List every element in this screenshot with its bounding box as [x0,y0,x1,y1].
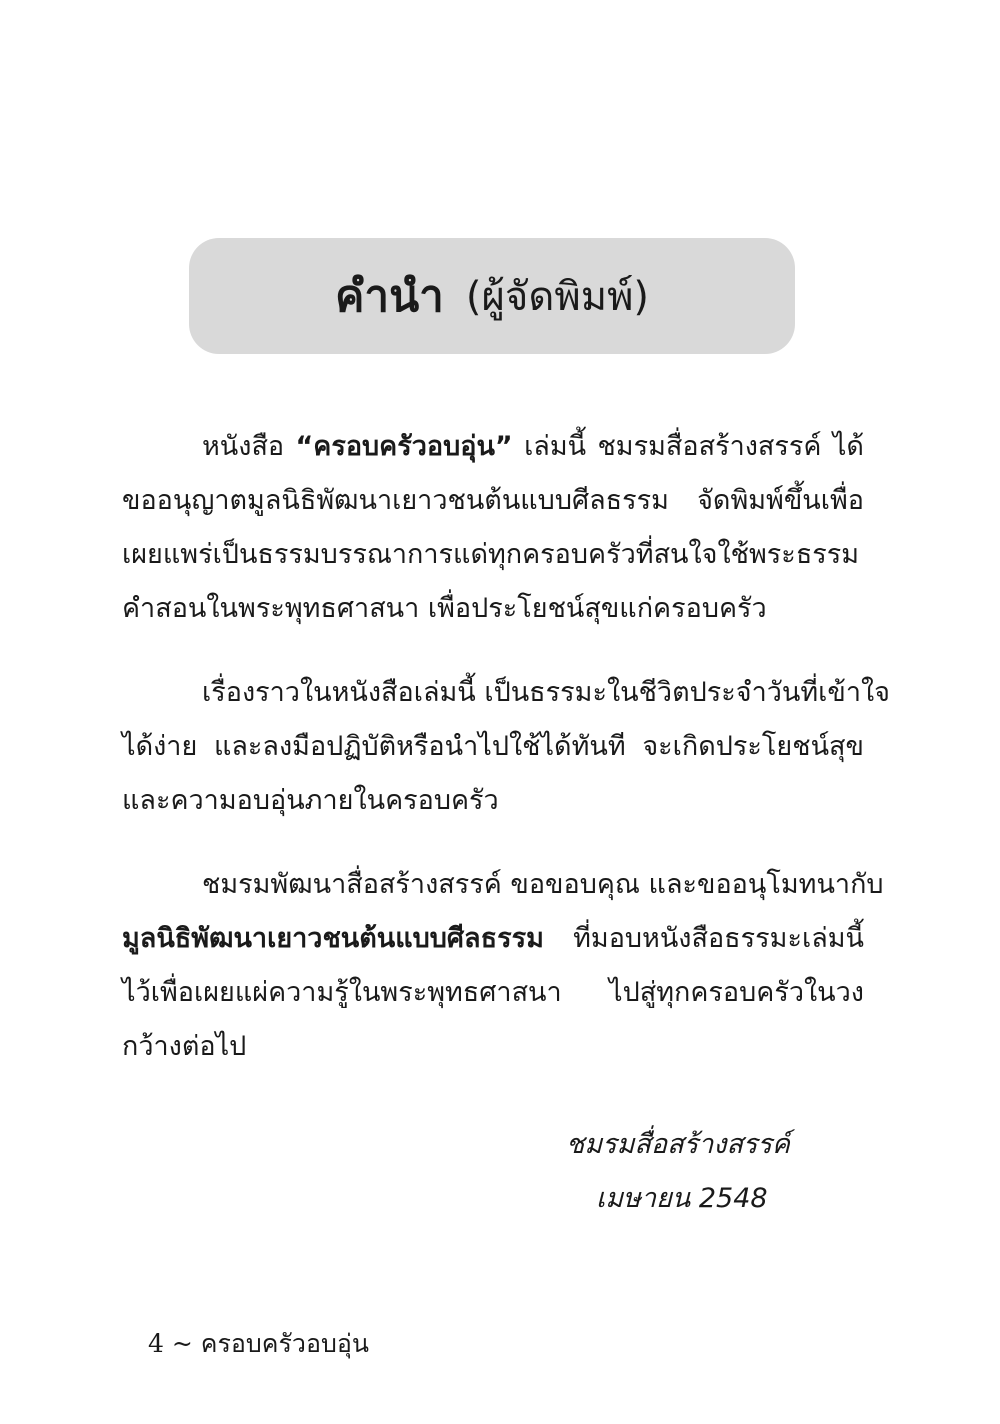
text-segment: ขออนุญาตมูลนิธิพัฒนาเยาวชนต้นแบบศีลธรรม [122,485,669,516]
text-segment: เรื่องราวในหนังสือเล่มนี้ เป็นธรรมะในชีวิตประจำวันที่เข้าใจ [202,677,890,708]
page-subtitle: (ผู้จัดพิมพ์) [465,274,650,320]
foundation-name: มูลนิธิพัฒนาเยาวชนต้นแบบศีลธรรม [122,923,544,954]
text-segment: ชมรมสื่อสร้างสรรค์ [597,431,822,462]
signature-org: ชมรมสื่อสร้างสรรค์ [566,1129,790,1160]
page-title: คำนำ [334,271,444,322]
paragraph-3 [122,858,884,1074]
text-segment: ไปสู่ทุกครอบครัวในวง [609,977,864,1008]
signature-block [540,1118,840,1226]
text-line [122,582,864,636]
text-line [122,420,864,474]
text-line [122,966,864,1020]
preface-body [122,420,890,1104]
text-line [122,528,864,582]
text-segment: และลงมือปฏิบัติหรือนำไปใช้ได้ทันที [213,731,626,762]
text-line [122,858,884,912]
page-footer: 4 ~ ครอบครัวอบอุ่น [148,1329,369,1358]
heading-box [189,238,795,354]
signature-date: เมษายน 2548 [596,1183,768,1214]
text-line [122,720,864,774]
text-line [122,774,864,828]
text-segment: เผยแพร่เป็นธรรมบรรณาการแด่ทุกครอบครัวที่สนใจใช้พระธรรม [122,539,860,570]
text-segment: จัดพิมพ์ขึ้นเพื่อ [697,485,864,516]
text-segment: ชมรมพัฒนาสื่อสร้างสรรค์ ขอขอบคุณ และขออนุโมทนากับ [202,869,884,900]
text-segment: ได้ง่าย [122,731,198,762]
text-segment: ที่มอบหนังสือธรรมะเล่มนี้ [573,923,864,954]
text-line [122,474,864,528]
text-line [122,912,864,966]
text-segment: กว้างต่อไป [122,1031,247,1062]
book-title: “ครอบครัวอบอุ่น” [295,431,513,462]
paragraph-1 [122,420,864,636]
text-segment: จะเกิดประโยชน์สุข [642,731,864,762]
paragraph-2 [122,666,890,828]
text-line [122,1020,864,1074]
text-line [122,666,890,720]
text-segment: เล่มนี้ [524,431,587,462]
text-segment: ไว้เพื่อเผยแผ่ความรู้ในพระพุทธศาสนา [122,977,562,1008]
text-segment: และความอบอุ่นภายในครอบครัว [122,785,499,816]
text-segment: คำสอนในพระพุทธศาสนา เพื่อประโยชน์สุขแก่ครอบครัว [122,593,767,624]
text-segment: ได้ [832,431,864,462]
text-segment: หนังสือ [202,431,285,462]
